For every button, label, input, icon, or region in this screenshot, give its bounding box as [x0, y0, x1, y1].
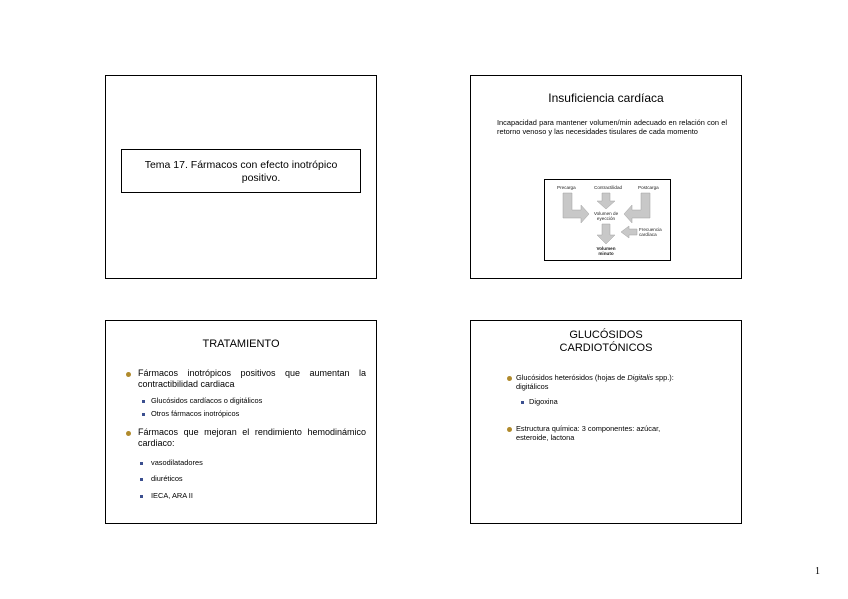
slide-4-bullet-1-part2: spp.): — [653, 373, 674, 382]
label-frecuencia-2: cardíaca — [639, 232, 657, 237]
sub-bullet-square — [521, 401, 524, 404]
label-precarga: Precarga — [557, 185, 576, 190]
slide-4-title-line2: CARDIOTÓNICOS — [559, 342, 653, 354]
label-postcarga: Postcarga — [638, 185, 659, 190]
slide-4-bullet-1-italic: Digitalis — [627, 373, 654, 382]
label-frecuencia — [639, 227, 662, 237]
frecuencia-arrow — [621, 226, 637, 238]
slide-3-bullet-1: Fármacos inotrópicos positivos que aumentan la contractibilidad cardiaca — [138, 368, 366, 389]
sub-bullet-square — [142, 413, 145, 416]
slide-4-bullet-1 — [516, 373, 736, 391]
contractilidad-arrow — [597, 193, 615, 209]
sub-bullet-square — [140, 495, 143, 498]
cardiac-output-diagram — [544, 179, 671, 261]
bullet-dot — [126, 431, 131, 436]
page-number: 1 — [815, 566, 820, 577]
slide-3-bullet-1-sub-1: Glucósidos cardíacos o digitálicos — [151, 396, 263, 405]
label-volumen-eyeccion — [593, 211, 619, 221]
label-volumen-minuto-1: Volumen — [596, 246, 616, 251]
slide-2-definition: Incapacidad para mantener volumen/min adecuado en relación con el retorno venoso y las necesidades tisulares de cada momento — [497, 118, 727, 137]
slide-3 — [105, 320, 377, 524]
slide-4-bullet-1-sub-1: Digoxina — [529, 397, 558, 406]
bullet-dot — [126, 372, 131, 377]
slide-4-bullet-1-part1: Glucósidos heterósidos (hojas de — [516, 373, 628, 382]
slide-1-title-box — [121, 149, 361, 193]
label-contractilidad: Contractilidad — [594, 185, 623, 190]
slide-3-bullet-2-sub-1: vasodilatadores — [151, 458, 203, 467]
slide-1-title-line2: positivo. — [241, 172, 281, 184]
sub-bullet-square — [140, 478, 143, 481]
slide-3-bullet-2: Fármacos que mejoran el rendimiento hemodinámico cardiaco: — [138, 427, 366, 448]
sub-bullet-square — [140, 462, 143, 465]
slide-3-bullet-2-line-wrap — [138, 427, 366, 449]
slide-1-title-line1: Tema 17. Fármacos con efecto inotrópico — [144, 159, 338, 171]
slide-2-title: Insuficiencia cardíaca — [548, 91, 664, 105]
slide-3-title: TRATAMIENTO — [202, 338, 280, 350]
precarga-arrow — [563, 193, 589, 223]
slide-4-bullet-2-line2: esteroide, lactona — [516, 433, 575, 442]
label-volumen-eyeccion-2: eyección — [596, 216, 616, 221]
label-volumen-minuto — [592, 246, 620, 256]
slide-4-bullet-2 — [516, 424, 736, 442]
bullet-dot — [507, 427, 512, 432]
slide-4-bullet-1-line2: digitálicos — [516, 382, 549, 391]
slide-4-title — [471, 329, 741, 355]
label-volumen-eyeccion-1: Volumen de — [593, 211, 619, 216]
volumen-minuto-arrow — [597, 224, 615, 244]
slide-2 — [470, 75, 742, 279]
label-frecuencia-1: Frecuencia — [639, 227, 662, 232]
slide-4 — [470, 320, 742, 524]
bullet-dot — [507, 376, 512, 381]
postcarga-arrow — [624, 193, 650, 223]
label-volumen-minuto-2: minuto — [598, 251, 614, 256]
slide-3-bullet-2-sub-2: diuréticos — [151, 474, 183, 483]
slide-3-bullet-2-sub-3: IECA, ARA II — [151, 491, 193, 500]
slide-1 — [105, 75, 377, 279]
slide-4-bullet-2-line1: Estructura química: 3 componentes: azúcar, — [516, 424, 661, 433]
sub-bullet-square — [142, 400, 145, 403]
slide-3-bullet-1-sub-2: Otros fármacos inotrópicos — [151, 409, 240, 418]
slide-4-title-line1: GLUCÓSIDOS — [569, 329, 643, 341]
